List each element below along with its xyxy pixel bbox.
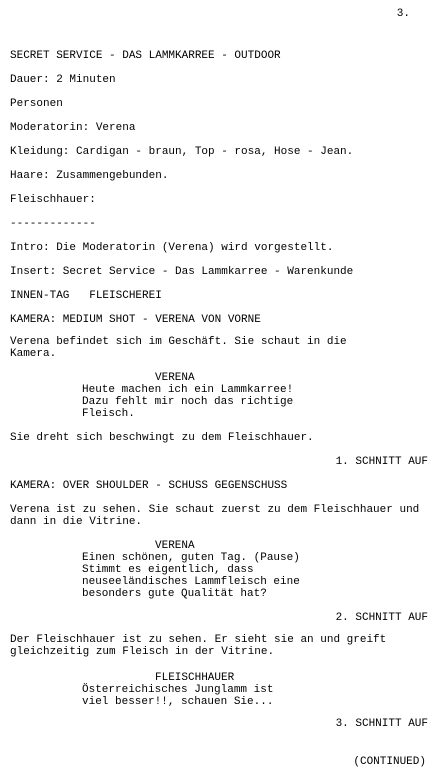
dialogue-2: Einen schönen, guten Tag. (Pause) Stimmt es eigentlich, dass neuseeländisches Lammfleisch eine besonders gute Qualität hat?: [82, 552, 300, 600]
character-name-1: VERENA: [155, 372, 195, 384]
action-1: Verena befindet sich im Geschäft. Sie schaut in die Kamera.: [10, 336, 347, 360]
continued-marker: (CONTINUED): [353, 756, 426, 768]
dialogue-3: Österreichisches Junglamm ist viel besser!!, schauen Sie...: [82, 684, 274, 708]
hair-line: Haare: Zusammengebunden.: [10, 170, 169, 182]
camera-direction-2: KAMERA: OVER SHOULDER - SCHUSS GEGENSCHUSS: [10, 480, 288, 492]
persons-heading: Personen: [10, 98, 63, 110]
transition-3: 3. SCHNITT AUF: [335, 718, 428, 730]
transition-2: 2. SCHNITT AUF: [335, 612, 428, 624]
document-title: SECRET SERVICE - DAS LAMMKARREE - OUTDOOR: [10, 50, 281, 62]
insert-line: Insert: Secret Service - Das Lammkarree - Warenkunde: [10, 266, 354, 278]
character-name-3: FLEISCHHAUER: [155, 672, 235, 684]
butcher-line: Fleischhauer:: [10, 194, 96, 206]
duration-line: Dauer: 2 Minuten: [10, 74, 116, 86]
character-name-2: VERENA: [155, 540, 195, 552]
scene-heading: INNEN-TAG FLEISCHEREI: [10, 290, 162, 302]
clothing-line: Kleidung: Cardigan - braun, Top - rosa, Hose - Jean.: [10, 146, 354, 158]
camera-direction-1: KAMERA: MEDIUM SHOT - VERENA VON VORNE: [10, 314, 261, 326]
moderator-line: Moderatorin: Verena: [10, 122, 136, 134]
page-number: 3.: [396, 8, 410, 20]
action-4: Der Fleischhauer ist zu sehen. Er sieht sie an und greift gleichzeitig zum Fleisch in der Vitrine.: [10, 634, 387, 658]
dialogue-1: Heute machen ich ein Lammkarree! Dazu fehlt mir noch das richtige Fleisch.: [82, 384, 294, 420]
divider: -------------: [10, 218, 96, 230]
action-3: Verena ist zu sehen. Sie schaut zuerst zu dem Fleischhauer und dann in die Vitrine.: [10, 504, 420, 528]
intro-line: Intro: Die Moderatorin (Verena) wird vorgestellt.: [10, 242, 334, 254]
transition-1: 1. SCHNITT AUF: [335, 456, 428, 468]
action-2: Sie dreht sich beschwingt zu dem Fleischhauer.: [10, 432, 314, 444]
